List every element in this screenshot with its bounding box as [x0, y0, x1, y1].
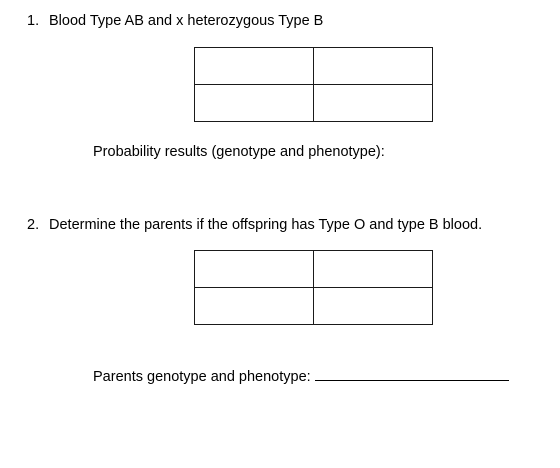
punnett-square-1	[194, 47, 433, 122]
punnett-1-cell[interactable]	[314, 85, 433, 122]
punnett-1-cell[interactable]	[314, 48, 433, 85]
punnett-2-cell[interactable]	[314, 251, 433, 288]
question-2-number: 2.	[27, 217, 40, 233]
probability-results-prompt: Probability results (genotype and phenotype):	[93, 144, 385, 160]
parents-answer-row	[93, 366, 509, 386]
punnett-2-cell[interactable]	[195, 251, 314, 288]
punnett-square-2	[194, 250, 433, 325]
parents-answer-line[interactable]	[315, 366, 509, 381]
punnett-2-cell[interactable]	[195, 288, 314, 325]
punnett-1-cell[interactable]	[195, 48, 314, 85]
question-1-number: 1.	[27, 13, 40, 29]
question-1	[27, 12, 323, 30]
punnett-2-cell[interactable]	[314, 288, 433, 325]
question-2-text: Determine the parents if the offspring has Type O and type B blood.	[49, 217, 483, 233]
parents-genotype-prompt: Parents genotype and phenotype:	[93, 369, 311, 385]
question-2	[27, 216, 482, 234]
question-1-text: Blood Type AB and x heterozygous Type B	[49, 13, 324, 29]
punnett-1-cell[interactable]	[195, 85, 314, 122]
